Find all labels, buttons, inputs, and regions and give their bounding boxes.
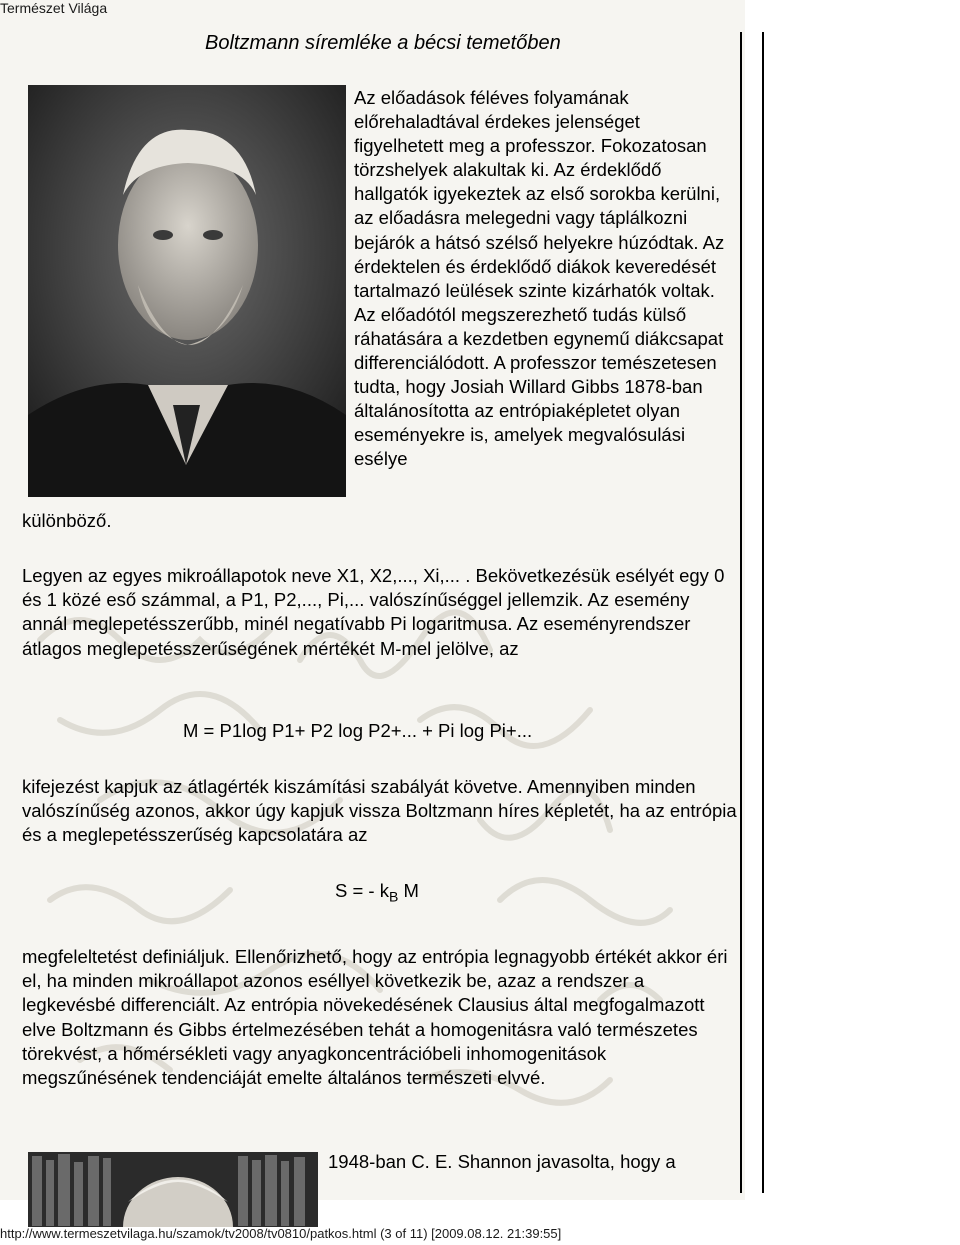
formula-entropy-prefix: S = - k: [335, 880, 389, 901]
side-paragraph-continuation: különböző.: [22, 510, 112, 531]
right-border-line-1: [740, 32, 742, 1193]
paragraph-microstates: Legyen az egyes mikroállapotok neve X1, X2,..., Xi,... . Bekövetkezésük esélyét egy 0 és 1 közé eső számmal, a P1, P2,..., Pi,... valószínűséggel jellemzik. Az esemény annál meglepetésszerűbb, minél negatívabb Pi logaritmusa. Az eseményrendszer átlagos meglepetésszerűségének mértékét M-mel jelölve, az: [22, 565, 725, 659]
right-border-line-2: [762, 32, 764, 1193]
side-paragraph: Az előadások féléves folyamának előrehaladtával érdekes jelenséget figyelhetett meg a professzor. Fokozatosan törzshelyek alakultak ki. Az érdeklődő hallgatók igyekeztek az első sorokba kerülni, az előadásra melegedni vagy táplálkozni bejárók a hátsó szélső helyekre húzódtak. Az érdektelen és érdeklődő diákok keveredését tartalmazó leülések szinte kizárhatók voltak. Az előadótól megszerezhető tudás külső ráhatására a kezdetben egynemű diákcsapat differenciálódott. A professzor temészetesen tudta, hogy Josiah Willard Gibbs 1878-ban általánosította az entrópiaképletet olyan eseményekre is, amelyek megvalósulási esélye: [354, 87, 725, 470]
site-title: Természet Világa: [0, 0, 108, 16]
page-url-footer: http://www.termeszetvilaga.hu/szamok/tv2008/tv0810/patkos.html (3 of 11) [2009.08.12. 21:39:55]: [0, 1226, 562, 1241]
portrait-photo: [28, 85, 346, 497]
paragraph-definition: megfeleltetést definiáljuk. Ellenőrizhető, hogy az entrópia legnagyobb értékét akkor éri el, ha minden mikroállapot azonos eséllyel következik be, azaz a rendszer a legkevésbé differenciált. Az entrópia növekedésének Clausius által megfogalmazott elve Boltzmann és Gibbs értelmezésében tehát a homogenitásra való természetes törekvést, a hőmérsékleti vagy anyagkoncentrációbeli inhomogenitások megszűnésének tendenciáját emelte általános természeti elvvé.: [22, 946, 728, 1089]
formula-entropy-subscript: B: [388, 888, 399, 905]
formula-entropy-suffix: M: [398, 880, 419, 901]
formula-mean-surprise: M = P1log P1+ P2 log P2+... + Pi log Pi+...: [183, 720, 533, 741]
paragraph-boltzmann: kifejezést kapjuk az átlagérték kiszámítási szabályát követve. Amennyiben minden valószínűség azonos, akkor úgy kapjuk vissza Boltzmann híres képletét, ha az entrópia és a meglepetésszerűség kapcsolatára az: [22, 776, 737, 846]
formula-entropy: [335, 880, 419, 905]
bookshelf-photo: [28, 1152, 318, 1227]
image-caption: Boltzmann síremléke a bécsi temetőben: [205, 32, 561, 54]
shannon-text: 1948-ban C. E. Shannon javasolta, hogy a: [328, 1151, 676, 1172]
